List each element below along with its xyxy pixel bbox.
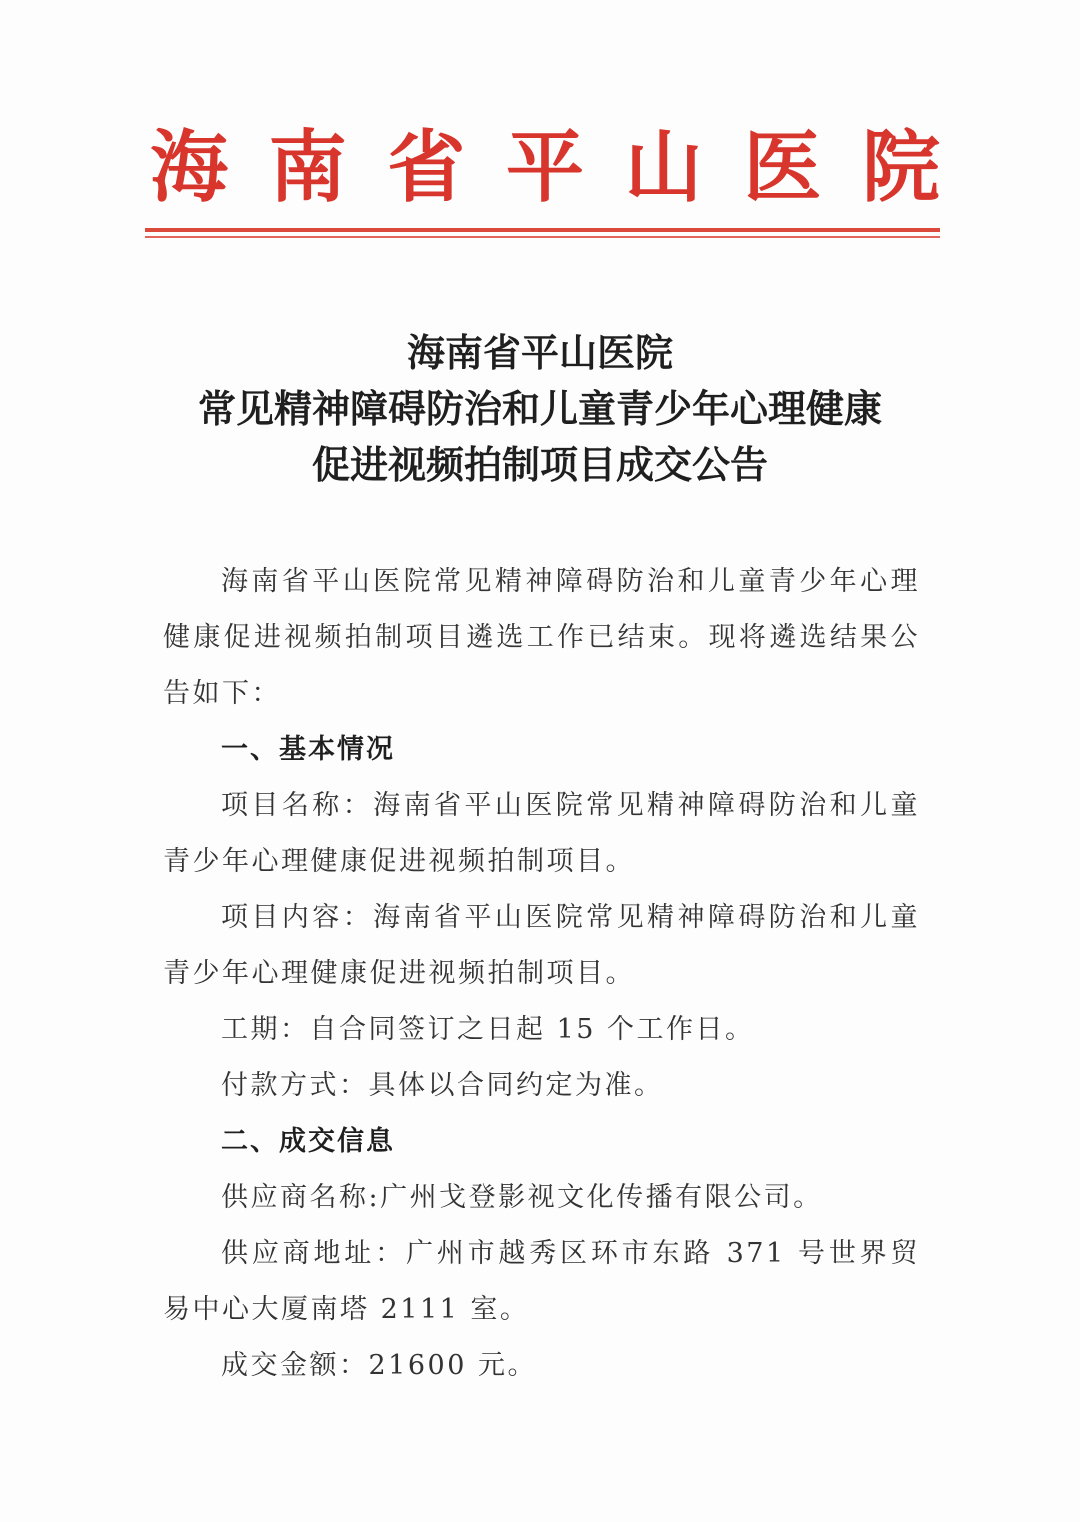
letterhead-char: 海: [150, 123, 229, 213]
deal-amount: 成交金额：21600 元。: [221, 1350, 537, 1381]
letterhead-rule-thick: [145, 228, 940, 232]
letterhead-char: 省: [387, 123, 466, 213]
announcement-body: [163, 554, 920, 1394]
letterhead-char: 平: [505, 123, 584, 213]
announcement-title: [120, 325, 960, 493]
supplier-address: 供应商地址：广州市越秀区环市东路 371 号世界贸易中心大厦南塔 2111 室。: [163, 1238, 920, 1325]
section-heading-deal: 二、成交信息: [221, 1126, 395, 1157]
payment-method: 付款方式：具体以合同约定为准。: [221, 1070, 664, 1101]
letterhead-char: 医: [743, 123, 822, 213]
project-content: 项目内容：海南省平山医院常见精神障碍防治和儿童青少年心理健康促进视频拍制项目。: [163, 902, 920, 989]
project-duration: 工期：自合同签订之日起 15 个工作日。: [221, 1014, 755, 1045]
letterhead-rule-thin: [145, 236, 940, 238]
letterhead-char: 山: [624, 123, 703, 213]
project-name: 项目名称：海南省平山医院常见精神障碍防治和儿童青少年心理健康促进视频拍制项目。: [163, 790, 920, 877]
section-heading-basic: 一、基本情况: [221, 734, 395, 765]
letterhead-char: 南: [268, 123, 347, 213]
supplier-name: 供应商名称:广州戈登影视文化传播有限公司。: [221, 1182, 823, 1213]
title-line-3: 促进视频拍制项目成交公告: [311, 443, 768, 487]
intro-paragraph: 海南省平山医院常见精神障碍防治和儿童青少年心理健康促进视频拍制项目遴选工作已结束。现将遴选结果公告如下：: [163, 566, 920, 709]
letterhead-char: 院: [861, 123, 940, 213]
letterhead-title: [150, 118, 940, 218]
title-line-2: 常见精神障碍防治和儿童青少年心理健康: [197, 387, 882, 431]
title-line-1: 海南省平山医院: [406, 331, 673, 375]
